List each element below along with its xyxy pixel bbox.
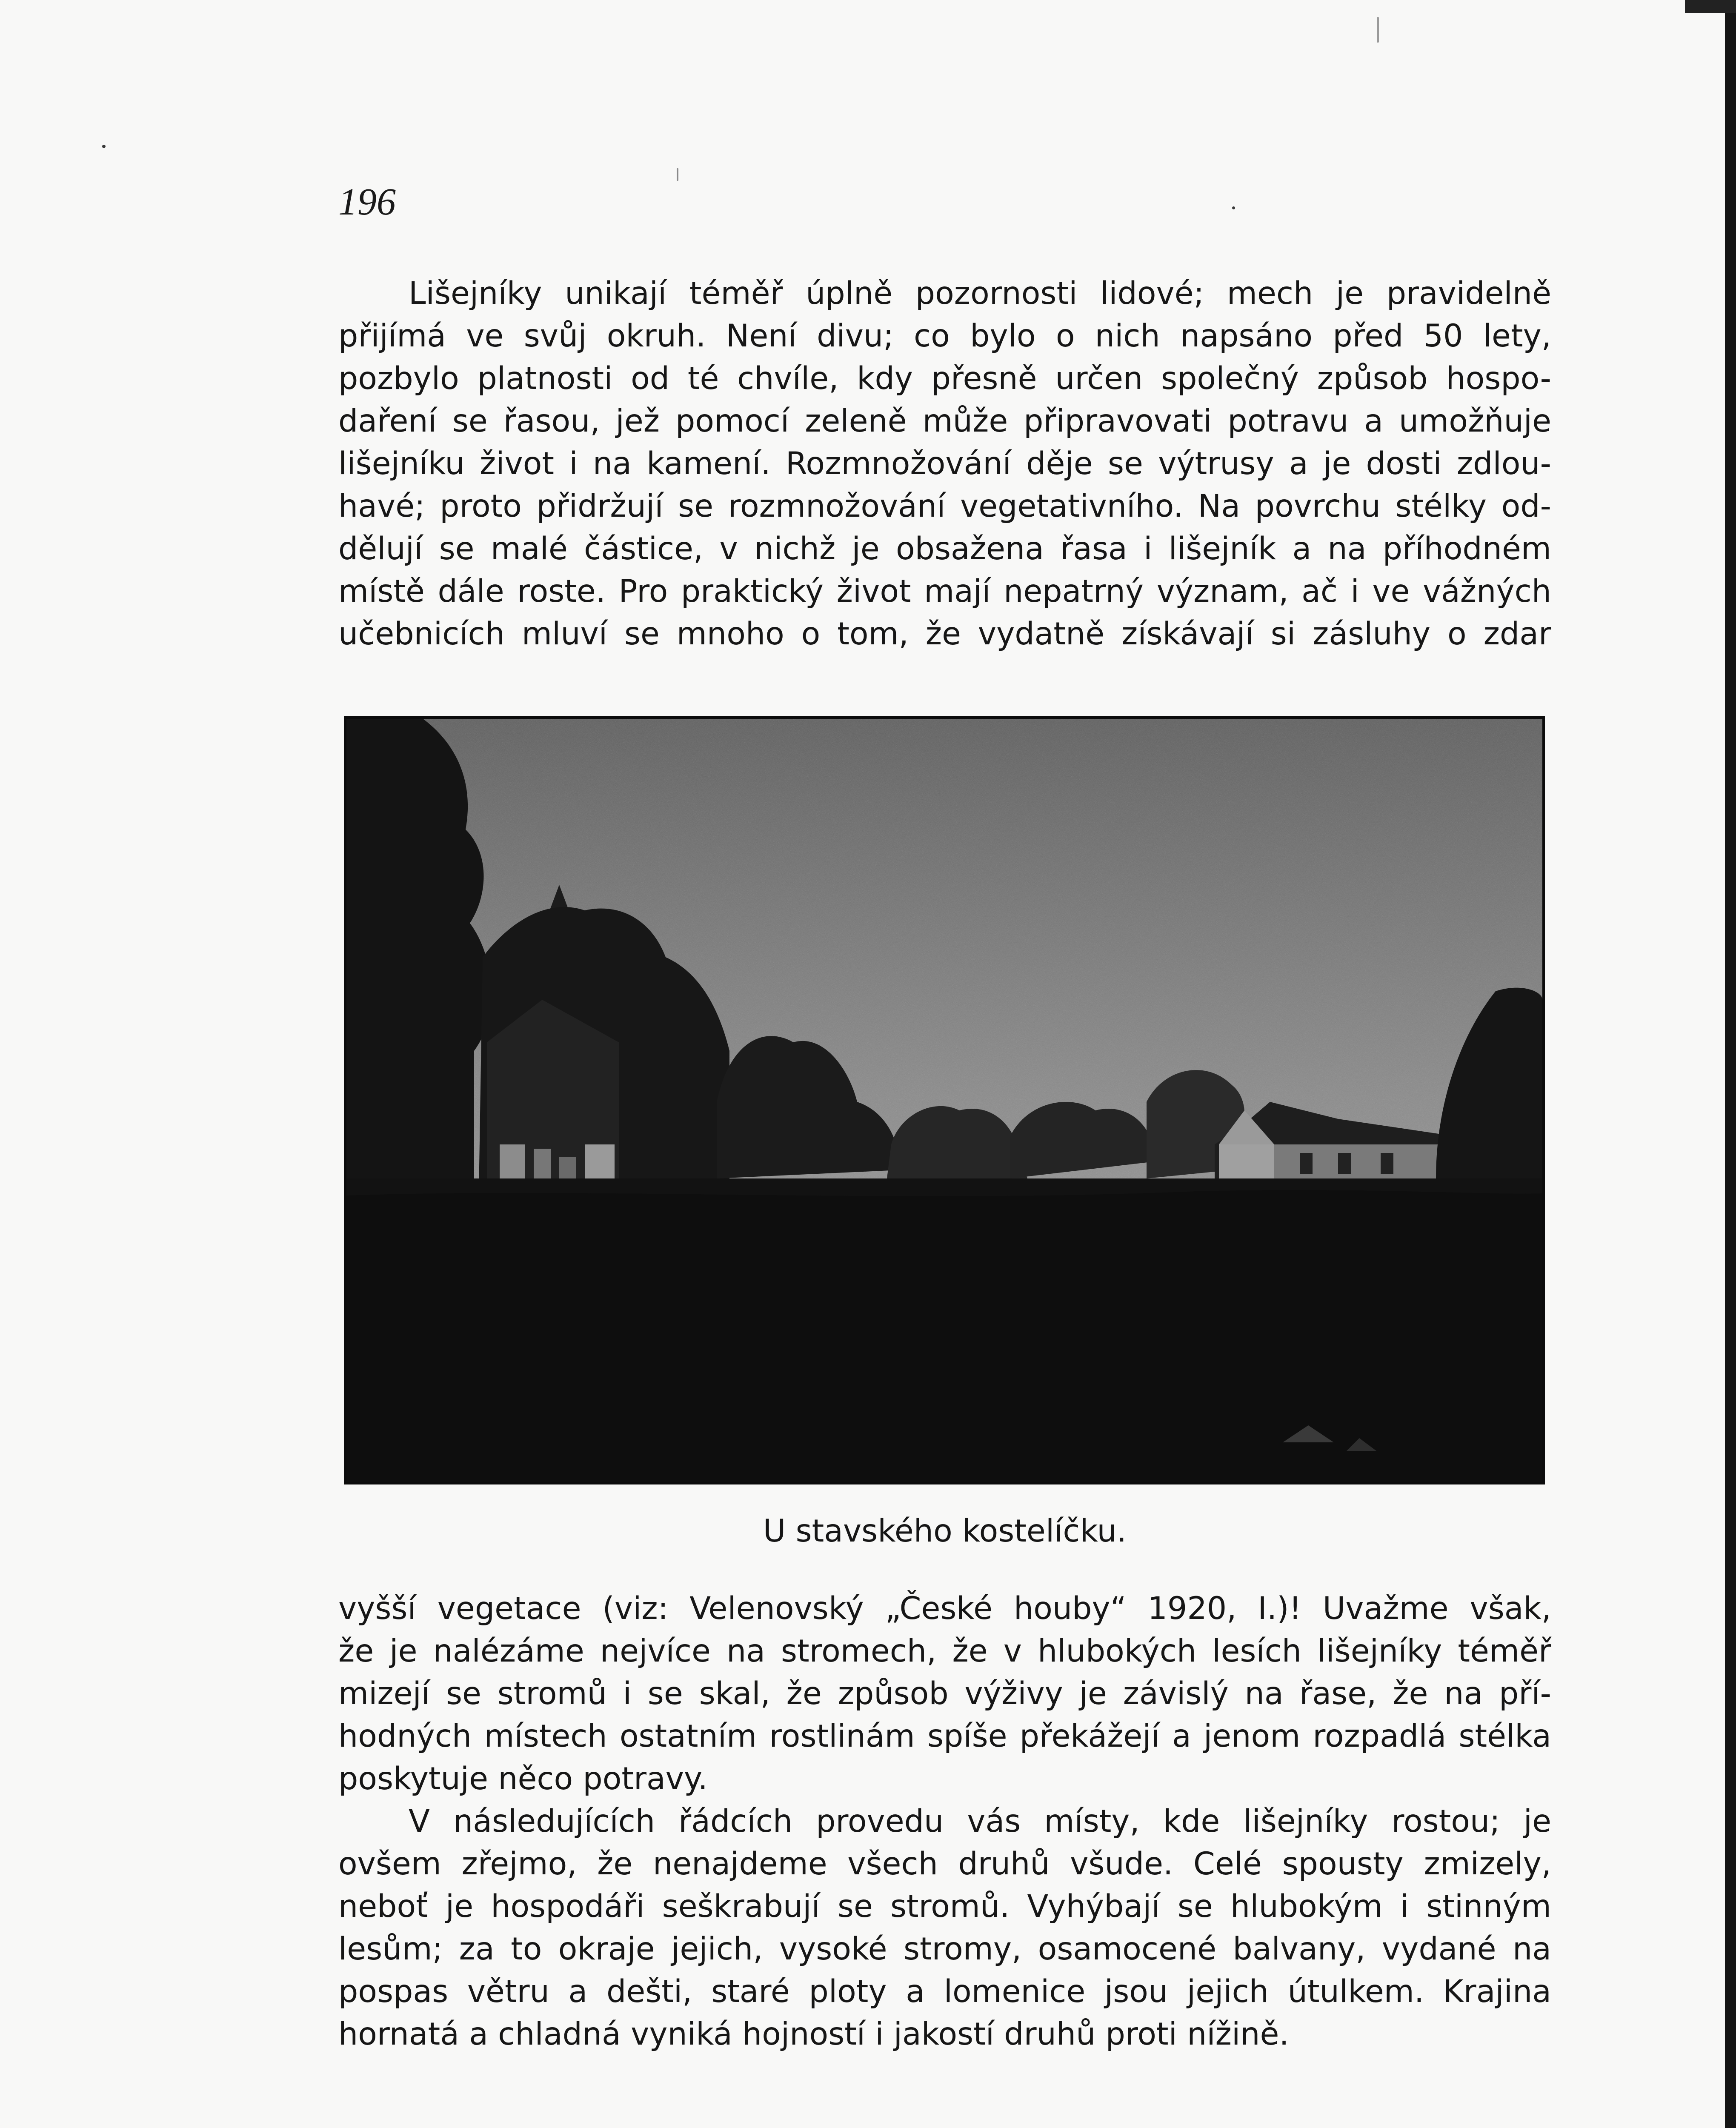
text-line: ovšem zřejmo, že nenajdeme všech druhů všude. Celé spousty zmizely,	[338, 1846, 1551, 1882]
text-line: lišejníku život i na kamení. Rozmnožování děje se výtrusy a je dosti zdlou-	[338, 446, 1551, 482]
text-line: havé; proto přidržují se rozmnožování vegetativního. Na povrchu stélky od-	[338, 488, 1551, 524]
text-line: neboť je hospodáři seškrabují se stromů. Vyhýbají se hlubokým i stinným	[338, 1888, 1551, 1925]
text-line: učebnicích mluví se mnoho o tom, že vydatně získávají si zásluhy o zdar	[338, 616, 1551, 652]
photograph-church	[344, 716, 1545, 1484]
scan-speck	[1232, 206, 1235, 209]
scan-speck	[1377, 17, 1379, 43]
text-line: daření se řasou, jež pomocí zeleně může připravovati potravu a umožňuje	[338, 403, 1551, 439]
scan-edge-top	[1685, 0, 1736, 13]
text-line: V následujících řádcích provedu vás místy, kde lišejníky rostou; je	[409, 1803, 1551, 1839]
scan-speck	[102, 145, 106, 148]
paragraph-top	[338, 272, 1551, 655]
text-line: poskytuje něco potravy.	[338, 1761, 708, 1797]
paragraph-continued	[338, 1587, 1551, 2056]
scan-speck	[677, 168, 678, 181]
text-line: pozbylo platnosti od té chvíle, kdy přesně určen společný způsob hospo-	[338, 360, 1551, 397]
text-line: lesům; za to okraje jejich, vysoké stromy, osamocené balvany, vydané na	[338, 1931, 1551, 1967]
text-line: pospas větru a dešti, staré ploty a lomenice jsou jejich útulkem. Krajina	[338, 1974, 1551, 2010]
text-line: přijímá ve svůj okruh. Není divu; co bylo o nich napsáno před 50 lety,	[338, 318, 1551, 354]
figure-caption: U stavského kostelíčku.	[763, 1513, 1127, 1549]
text-line: Lišejníky unikají téměř úplně pozornosti lidové; mech je pravidelně	[409, 275, 1551, 312]
text-line: místě dále roste. Pro praktický život mají nepatrný význam, ač i ve vážných	[338, 573, 1551, 609]
text-line: hornatá a chladná vyniká hojností i jakostí druhů proti nížině.	[338, 2016, 1289, 2052]
photograph-image	[346, 719, 1542, 1482]
text-line: hodných místech ostatním rostlinám spíše překážejí a jenom rozpadlá stélka	[338, 1718, 1551, 1754]
text-line: dělují se malé částice, v nichž je obsažena řasa i lišejník a na příhodném	[338, 531, 1551, 567]
text-line: vyšší vegetace (viz: Velenovský „České houby“ 1920, I.)! Uvažme však,	[338, 1590, 1551, 1627]
text-line: mizejí se stromů i se skal, že způsob výživy je závislý na řase, že na pří-	[338, 1676, 1551, 1712]
text-line: že je nalézáme nejvíce na stromech, že v hlubokých lesích lišejníky téměř	[338, 1633, 1551, 1669]
scan-edge-right	[1725, 0, 1736, 2128]
page-number: 196	[338, 181, 396, 223]
